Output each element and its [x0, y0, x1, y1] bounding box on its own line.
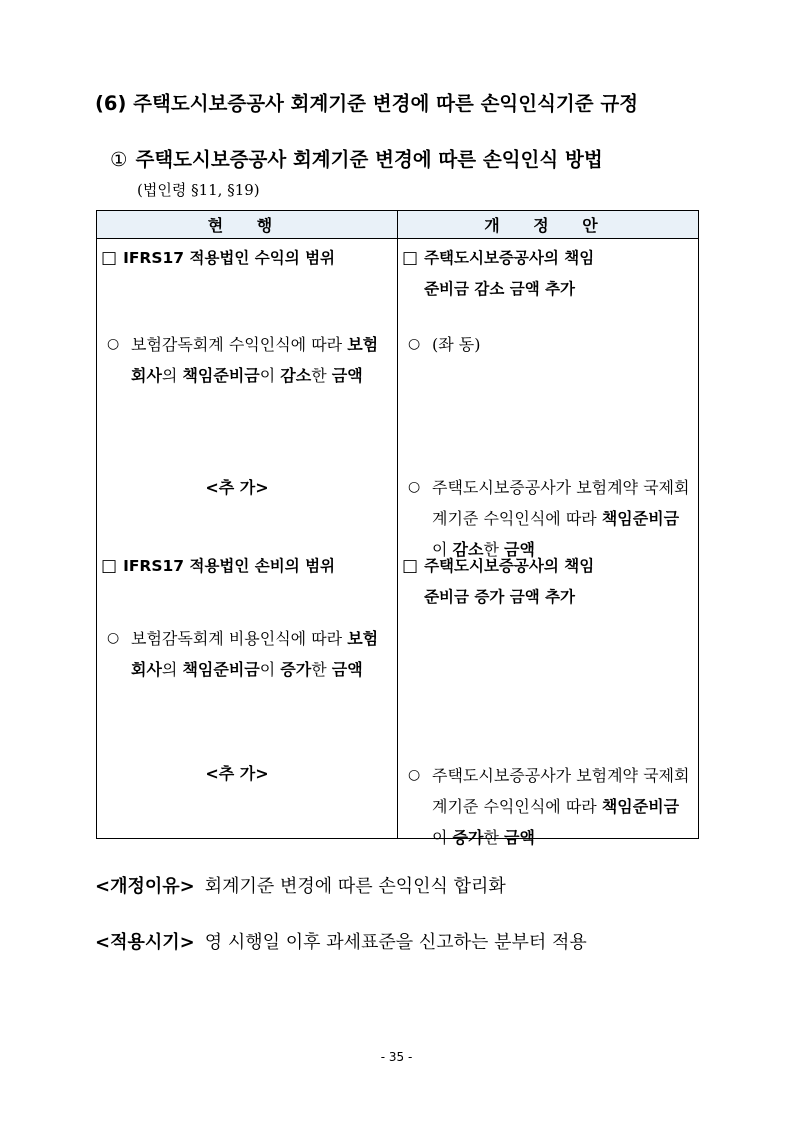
checkbox-square-icon: □: [402, 556, 419, 576]
emphasis-text: 책임준비금: [182, 366, 260, 385]
emphasis-text: 감소: [452, 540, 484, 559]
text-run: 의: [161, 366, 183, 385]
legal-reference: (법인령 §11, §19): [137, 181, 260, 199]
page-number: - 35 -: [380, 1050, 413, 1064]
checkbox-square-icon: □: [101, 248, 118, 268]
proposed-item2-title: 주택도시보증공사의 책임 준비금 증가 금액 추가: [424, 557, 595, 606]
circle-bullet-icon: ○: [408, 767, 421, 783]
emphasis-text: 금액: [504, 540, 535, 559]
emphasis-text: 보험회사: [131, 629, 379, 679]
circle-bullet-icon: ○: [408, 336, 421, 352]
revision-reason-text: 회계기준 변경에 따른 손익인식 합리화: [204, 876, 506, 897]
proposed-item2-new-text: [432, 760, 698, 853]
text-run: 한: [483, 828, 505, 847]
emphasis-text: 책임준비금: [182, 660, 260, 679]
section-heading: (6) 주택도시보증공사 회계기준 변경에 따른 손익인식기준 규정: [95, 92, 639, 115]
emphasis-text: 금액: [331, 366, 363, 385]
text-run: 의: [161, 660, 183, 679]
emphasis-text: 금액: [504, 828, 535, 847]
revision-reason: [95, 872, 506, 898]
column-header-current: 현 행: [97, 211, 398, 239]
text-run: 한: [483, 540, 505, 559]
emphasis-text: 증가: [280, 660, 312, 679]
proposed-item1-heading: [398, 243, 698, 305]
subsection-text: 주택도시보증공사 회계기준 변경에 따른 손익인식 방법: [135, 148, 603, 171]
text-run: 보험감독회계 수익인식에 따라: [131, 335, 348, 354]
proposed-item2-heading: [398, 551, 698, 613]
circle-bullet-icon: ○: [408, 479, 421, 495]
application-timing: [95, 928, 587, 954]
emphasis-text: 금액: [331, 660, 363, 679]
current-item2-title: IFRS17 적용법인 손비의 범위: [123, 557, 336, 575]
subsection-number: ①: [110, 148, 128, 171]
application-timing-text: 영 시행일 이후 과세표준을 신고하는 분부터 적용: [204, 932, 587, 953]
emphasis-text: 감소: [280, 366, 312, 385]
proposed-column: [398, 239, 699, 847]
current-item1-title: IFRS17 적용법인 수익의 범위: [123, 249, 336, 267]
proposed-item2-new-bullet: [398, 760, 698, 853]
subsection-heading: [110, 144, 710, 172]
current-item2-addition: <추 가>: [205, 764, 269, 783]
emphasis-text: 책임준비금: [601, 797, 680, 816]
current-item2-bullet-text: [131, 623, 397, 685]
circle-bullet-icon: ○: [107, 336, 120, 352]
text-run: 이: [432, 828, 453, 847]
text-run: 한: [311, 660, 332, 679]
current-column: [97, 239, 398, 839]
text-run: 주택도시보증공사가 보험계약 국제회계기준 수익인식에 따라: [432, 478, 690, 528]
emphasis-text: 증가: [452, 828, 484, 847]
column-header-proposed: 개 정 안: [398, 211, 699, 239]
text-run: 이: [432, 540, 453, 559]
current-item1-bullet: [97, 329, 397, 391]
checkbox-square-icon: □: [402, 248, 419, 268]
text-run: 이: [259, 366, 281, 385]
emphasis-text: 보험회사: [131, 335, 379, 385]
current-item1-bullet-text: [131, 329, 397, 391]
current-item2-bullet: [97, 623, 397, 685]
current-item1-addition: <추 가>: [205, 478, 269, 497]
current-item1-heading: [97, 243, 397, 274]
text-run: 이: [259, 660, 281, 679]
revision-reason-label: <개정이유>: [95, 876, 195, 897]
proposed-item1-bullet: [398, 329, 698, 360]
emphasis-text: 책임준비금: [601, 509, 680, 528]
comparison-table: [96, 210, 699, 847]
proposed-item1-title: 주택도시보증공사의 책임 준비금 감소 금액 추가: [424, 249, 595, 298]
checkbox-square-icon: □: [101, 556, 118, 576]
circle-bullet-icon: ○: [107, 630, 120, 646]
application-timing-label: <적용시기>: [95, 932, 195, 953]
current-item2-heading: [97, 551, 397, 582]
text-run: 한: [311, 366, 332, 385]
text-run: 보험감독회계 비용인식에 따라: [131, 629, 348, 648]
text-run: 주택도시보증공사가 보험계약 국제회계기준 수익인식에 따라: [432, 766, 690, 816]
proposed-item1-bullet-text: (좌 동): [432, 335, 481, 354]
